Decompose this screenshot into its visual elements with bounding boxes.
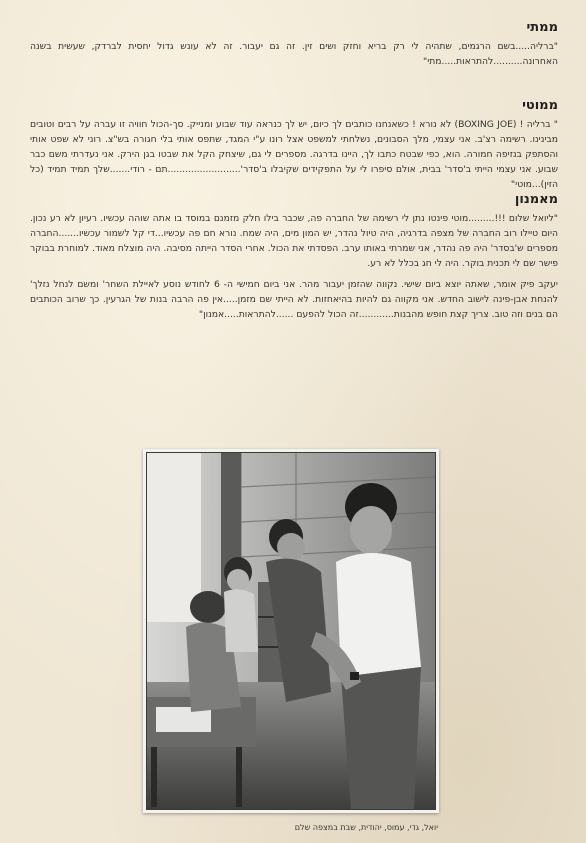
section-matti: [30, 20, 558, 69]
photo-caption: יואל, גדי, עמוס, יהודית, שבת במצפה שלם: [294, 823, 438, 832]
section-paragraph: "ליואל שלום !!!.........מוטי פינטו נתן לי רשימה של החברה פה, שכבר בילו חלק מזמנם במוסד בו אתה שוהה עכשיו. רעיון לא רע נכון. היום טיילו רוב החברה של מצפה בדרגיה, היה טיול נהדר, יש המון מים, היה שמח. נורא חם פה עכשיו...די קל לשמור עכשיו.......החברה מספרים ש'בסדר' היה פה נהדר, אני שמרתי באותו ערב. הפסדתי את הכול. אחרי הסדר הייתה מסיבה. היה מוצלח מאוד. למוחרת בבוקר פישר שם לי תכנית בוקר. היה לי חג בכלל לא רע.: [30, 213, 558, 269]
group-photo: [143, 449, 439, 813]
section-paragraph: "ברליה.....בשם הרגמים, שתהיה לי רק בריא וחזק ושים זין. זה גם יעבור. זה לא עונש גדול יחסית לברדק, שעשית בשנה האחרונה..........להתראות.....מתי": [30, 41, 558, 67]
section-heading: מאמנון: [514, 192, 558, 207]
photo-image: [146, 452, 436, 810]
section-heading: ממתי: [526, 20, 558, 35]
section-paragraph: יעקב פיק אומר, שאתה יוצא ביום שישי. נקווה שהזמן יעבור מהר. אני ביום חמישי ה- 6 לחודש נוסע לאיילת השחר' ומשם לנחל נזלך' להנחת אבן-פינה לישוב החדש. אני מקווה גם להיות בהיאחזות. לא הייתי שם מזמן.....אין פה הרבה בנות של הגרעין. כך שרוב הכותבים הם בנים וזה טוב. צריך קצת חופש מהבנות............זה הכול להפעם ......להתראות.....אמנון": [30, 279, 558, 320]
section-moti: [30, 98, 558, 192]
section-paragraph: " ברליה ! (BOXING JOE) לא נורא ! כשאנחנו כותבים לך כיום, יש לך כנראה עוד שבוע ומנייק. סך-הכול חוויה זו עברה על רבים וטובים מבינינו. רשימה רצ'ב. אני עצמי, מלך הסבונים, נשלחתי למשפט אצל רונו ע"י המגד, שתפס אותי בלי חגורה בש"צ. רוני לא שפט אותי והסתפק בנזיפה חמורה. הוא, כפי שבטח כתבו לך, היינו בדרגה. מספרים לי גם, שיצחק הקל את שבטו בגן הירק. אני נעדרתי משם כבר שבוע. אני עצמי הייתי ב'סדר' בבית, אולם סיפרו לי על התפקידים שקיבלו ב'סדר'.........................תם - רודי.......שלך תמיד תמיד (כל הזין)...מוטי": [30, 119, 559, 190]
section-heading: ממוטי: [522, 98, 558, 113]
section-amnon: [30, 192, 558, 322]
